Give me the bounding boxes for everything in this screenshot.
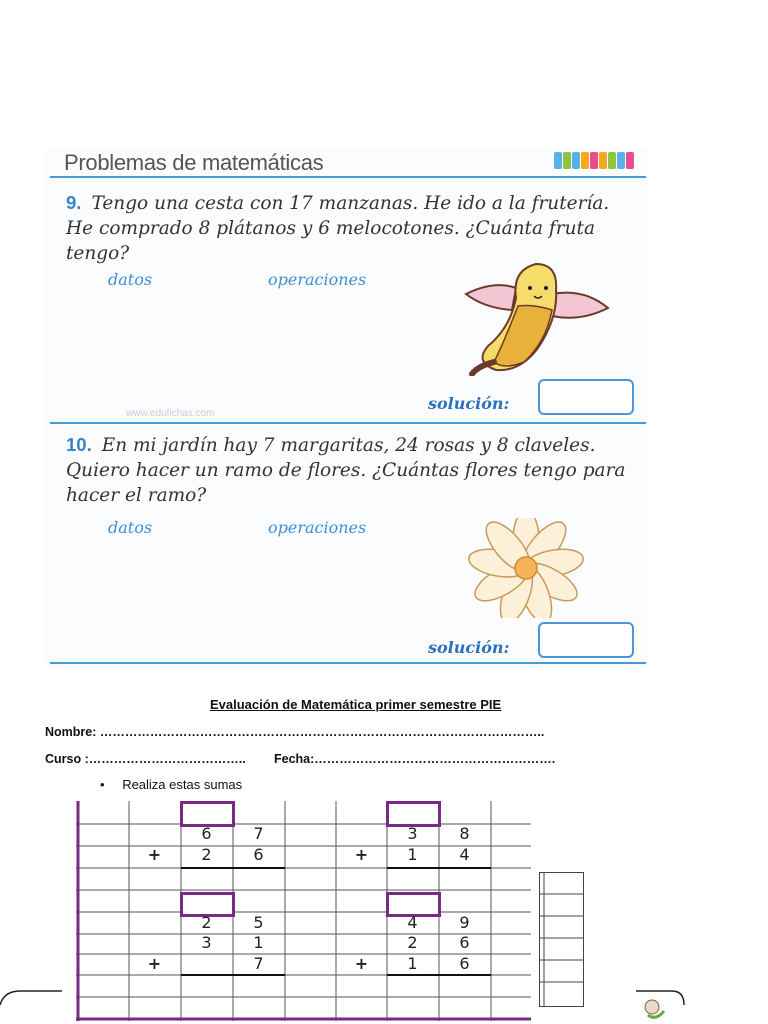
plus-sign: + [354, 954, 369, 973]
digit: 3 [407, 824, 418, 843]
solution-box[interactable] [538, 379, 634, 415]
edufichas-logo [554, 152, 634, 169]
corner-curve-right [636, 985, 688, 1024]
digit: 4 [459, 845, 470, 864]
digit: 2 [201, 845, 212, 864]
worksheet-image [46, 148, 648, 668]
course-field[interactable]: Curso :……………………………….. [45, 752, 246, 766]
digit: 8 [459, 824, 470, 843]
sum-line [181, 974, 285, 976]
sum-grid [76, 801, 531, 1021]
instruction-text: Realiza estas sumas [122, 777, 243, 792]
digit: 4 [407, 913, 418, 932]
digit: 6 [459, 933, 470, 952]
digit: 7 [253, 954, 264, 973]
solution-box[interactable] [538, 622, 634, 658]
digit: 5 [253, 913, 264, 932]
solucion-label: solución: [428, 638, 510, 657]
instruction [100, 777, 242, 792]
side-table [539, 872, 584, 1007]
digit: 2 [407, 933, 418, 952]
title-rule [50, 176, 646, 178]
plus-sign: + [354, 845, 369, 864]
digit: 2 [201, 913, 212, 932]
digit: 7 [253, 824, 264, 843]
evaluation-title: Evaluación de Matemática primer semestre PIE [210, 697, 502, 712]
bullet-icon: • [100, 777, 105, 792]
daisy-illustration [452, 518, 600, 618]
solucion-label: solución: [428, 394, 510, 413]
plus-sign: + [147, 845, 162, 864]
problem-9-text: 9. Tengo una cesta con 17 manzanas. He ido a la frutería. He comprado 8 plátanos y 6 melocotones. ¿Cuánta fruta tengo? [66, 192, 610, 264]
name-field[interactable]: Nombre: …………………………………………………………………………………………….. [45, 725, 545, 739]
digit: 1 [407, 845, 418, 864]
watermark: www.edufichas.com [126, 408, 215, 419]
problem-10-text: 10. En mi jardín hay 7 margaritas, 24 rosas y 8 claveles. Quiero hacer un ramo de flores. ¿Cuántas flores tengo para hacer el ramo? [66, 434, 626, 506]
digit: 6 [253, 845, 264, 864]
digit: 6 [201, 824, 212, 843]
operaciones-label: operaciones [268, 270, 367, 289]
datos-label: datos [108, 518, 153, 537]
sum-line [181, 867, 285, 869]
digit: 1 [407, 954, 418, 973]
banana-illustration [454, 258, 620, 376]
operaciones-label: operaciones [268, 518, 367, 537]
digit: 1 [253, 933, 264, 952]
sum-line [387, 867, 491, 869]
corner-curve-left [0, 985, 62, 1024]
bottom-rule [50, 662, 646, 664]
date-field[interactable]: Fecha:…………………………………………………. [274, 752, 556, 766]
digit: 3 [201, 933, 212, 952]
datos-label: datos [108, 270, 153, 289]
worksheet-title: Problemas de matemáticas [64, 150, 324, 175]
divider-rule [50, 422, 646, 424]
sum-line [387, 974, 491, 976]
plus-sign: + [147, 954, 162, 973]
digit: 6 [459, 954, 470, 973]
digit: 9 [459, 913, 470, 932]
